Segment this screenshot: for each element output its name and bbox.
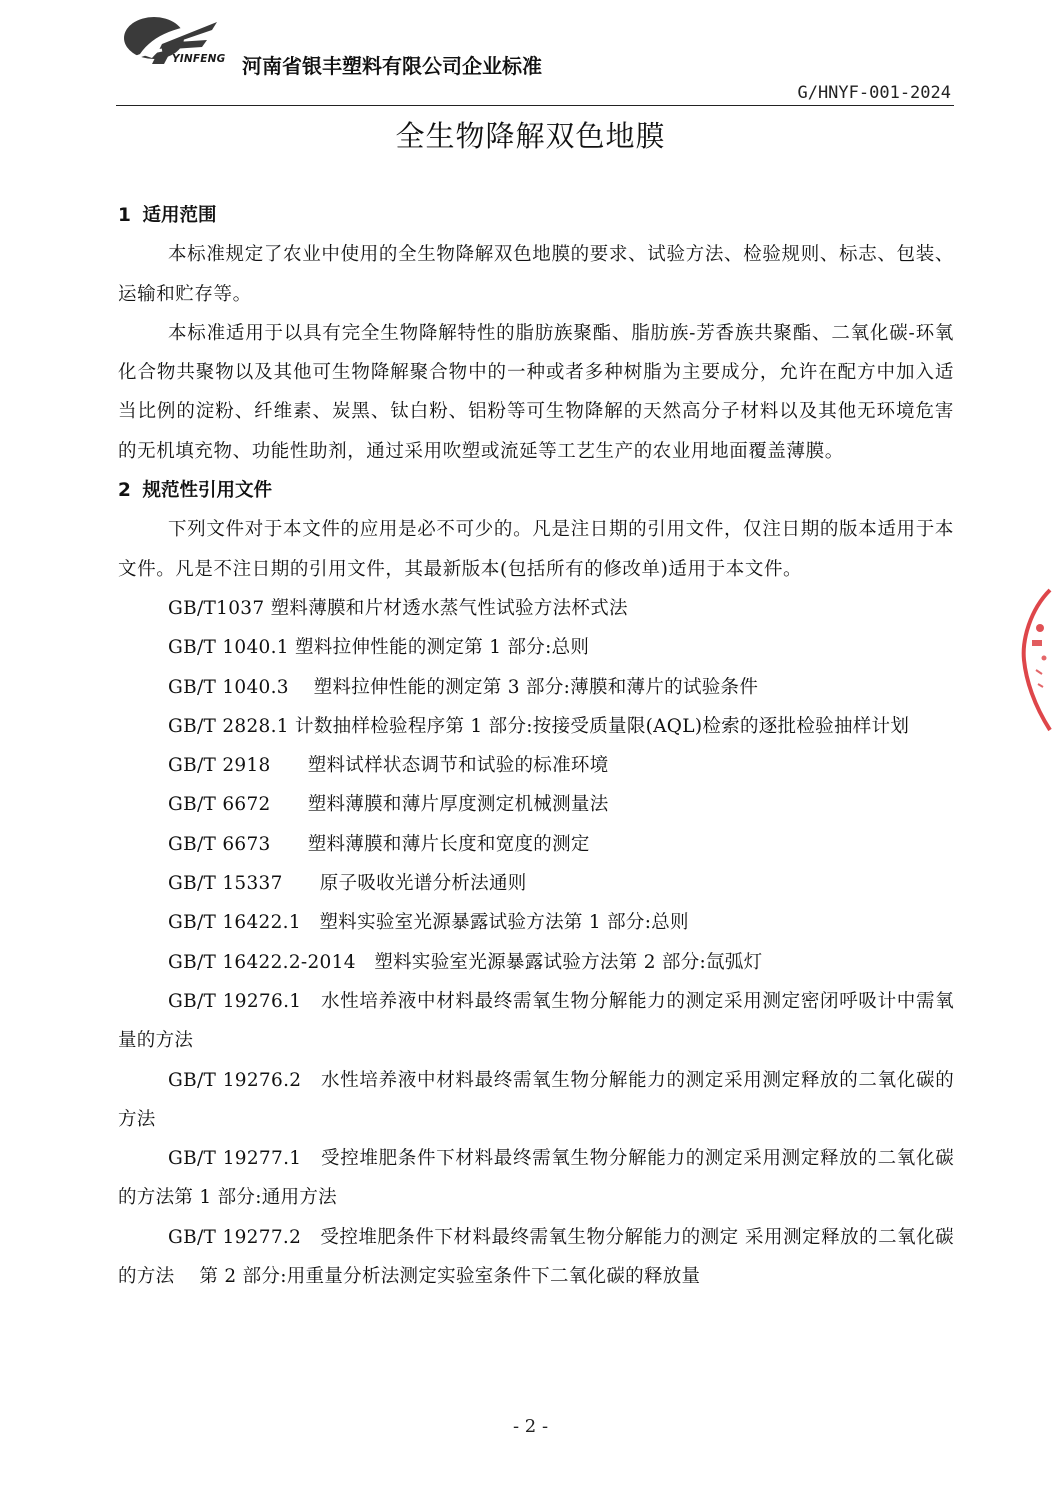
section-heading xyxy=(118,196,954,235)
reference-item xyxy=(118,785,954,824)
reference-code: GB/T 15337 xyxy=(168,873,320,895)
page-number: - 2 - xyxy=(512,1416,549,1437)
company-name: 河南省银丰塑料有限公司企业标准 xyxy=(242,54,542,78)
reference-code: GB/T1037 xyxy=(168,597,271,619)
reference-title: 塑料拉伸性能的测定第 3 部分:薄膜和薄片的试验条件 xyxy=(313,676,759,698)
section-number: 2 xyxy=(118,480,131,502)
section-title: 适用范围 xyxy=(142,205,217,226)
yinfeng-logo xyxy=(122,14,232,74)
reference-title: 塑料薄膜和薄片长度和宽度的测定 xyxy=(307,833,590,855)
reference-title: 原子吸收光谱分析法通则 xyxy=(319,873,527,895)
reference-title: 计数抽样检验程序第 1 部分:按接受质量限(AQL)检索的逐批检验抽样计划 xyxy=(295,715,910,737)
document-title: 全生物降解双色地膜 xyxy=(395,119,666,153)
reference-item xyxy=(118,864,954,903)
reference-code: GB/T 16422.1 xyxy=(168,912,320,934)
reference-code: GB/T 19276.1 xyxy=(168,990,322,1012)
reference-title: 塑料实验室光源暴露试验方法第 2 部分:氙弧灯 xyxy=(374,951,763,973)
reference-title: 水性培养液中材料最终需氧生物分解能力的测定采用测定密闭呼吸计中需氧量的方法 xyxy=(118,990,954,1052)
reference-title: 塑料试样状态调节和试验的标准环境 xyxy=(307,755,609,777)
reference-title: 水性培养液中材料最终需氧生物分解能力的测定采用测定释放的二氧化碳的方法 xyxy=(118,1069,954,1130)
reference-code: GB/T 19277.2 xyxy=(168,1226,321,1248)
paragraph: 本标准规定了农业中使用的全生物降解双色地膜的要求、试验方法、检验规则、标志、包装、运输和贮存等。 xyxy=(118,244,954,305)
reference-code: GB/T 1040.3 xyxy=(168,676,314,698)
reference-code: GB/T 19276.2 xyxy=(168,1069,322,1091)
reference-title: 受控堆肥条件下材料最终需氧生物分解能力的测定采用测定释放的二氧化碳的方法第 1 部分:通用方法 xyxy=(118,1148,954,1209)
reference-item xyxy=(118,903,954,942)
reference-item xyxy=(118,1218,954,1297)
reference-title: 塑料薄膜和薄片厚度测定机械测量法 xyxy=(307,794,609,816)
standard-code: G/HNYF-001-2024 xyxy=(797,83,951,103)
reference-title: 受控堆肥条件下材料最终需氧生物分解能力的测定 采用测定释放的二氧化碳的方法 第 2 部分:用重量分析法测定实验室条件下二氧化碳的释放量 xyxy=(118,1226,954,1288)
reference-item xyxy=(118,628,954,667)
reference-item xyxy=(118,982,954,1061)
reference-item xyxy=(118,746,954,785)
reference-code: GB/T 6673 xyxy=(168,833,308,855)
reference-item xyxy=(118,825,954,864)
section-title: 规范性引用文件 xyxy=(142,480,272,502)
paragraph: 下列文件对于本文件的应用是必不可少的。凡是注日期的引用文件，仅注日期的版本适用于本文件。凡是不注日期的引用文件，其最新版本(包括所有的修改单)适用于本文件。 xyxy=(118,519,954,580)
document-body xyxy=(118,196,954,1296)
header-rule xyxy=(116,105,954,106)
reference-code: GB/T 2828.1 xyxy=(168,715,296,737)
section-number: 1 xyxy=(118,205,131,226)
reference-code: GB/T 6672 xyxy=(168,794,308,816)
logo-wordmark: YINFENG xyxy=(172,53,226,65)
reference-item xyxy=(118,943,954,982)
reference-item xyxy=(118,668,954,707)
reference-title: 塑料拉伸性能的测定第 1 部分:总则 xyxy=(295,637,590,659)
section-heading xyxy=(118,471,954,510)
reference-title: 塑料薄膜和片材透水蒸气性试验方法杯式法 xyxy=(270,597,628,619)
reference-code: GB/T 16422.2-2014 xyxy=(168,951,375,973)
reference-item xyxy=(118,707,954,746)
reference-code: GB/T 1040.1 xyxy=(168,637,296,659)
reference-item xyxy=(118,589,954,628)
reference-item xyxy=(118,1061,954,1140)
reference-code: GB/T 2918 xyxy=(168,755,308,777)
reference-item xyxy=(118,1139,954,1218)
paragraph: 本标准适用于以具有完全生物降解特性的脂肪族聚酯、脂肪族-芳香族共聚酯、二氧化碳-环氧化合物共聚物以及其他可生物降解聚合物中的一种或者多种树脂为主要成分，允许在配方中加入适当比例的淀粉、纤维素、炭黑、钛白粉、铝粉等可生物降解的天然高分子材料以及其他无环境危害的无机填充物、功能性助剂，通过采用吹塑或流延等工艺生产的农业用地面覆盖薄膜。 xyxy=(118,322,954,462)
reference-code: GB/T 19277.1 xyxy=(168,1148,322,1170)
reference-title: 塑料实验室光源暴露试验方法第 1 部分:总则 xyxy=(319,912,689,934)
red-seal-fragment xyxy=(1010,580,1061,740)
